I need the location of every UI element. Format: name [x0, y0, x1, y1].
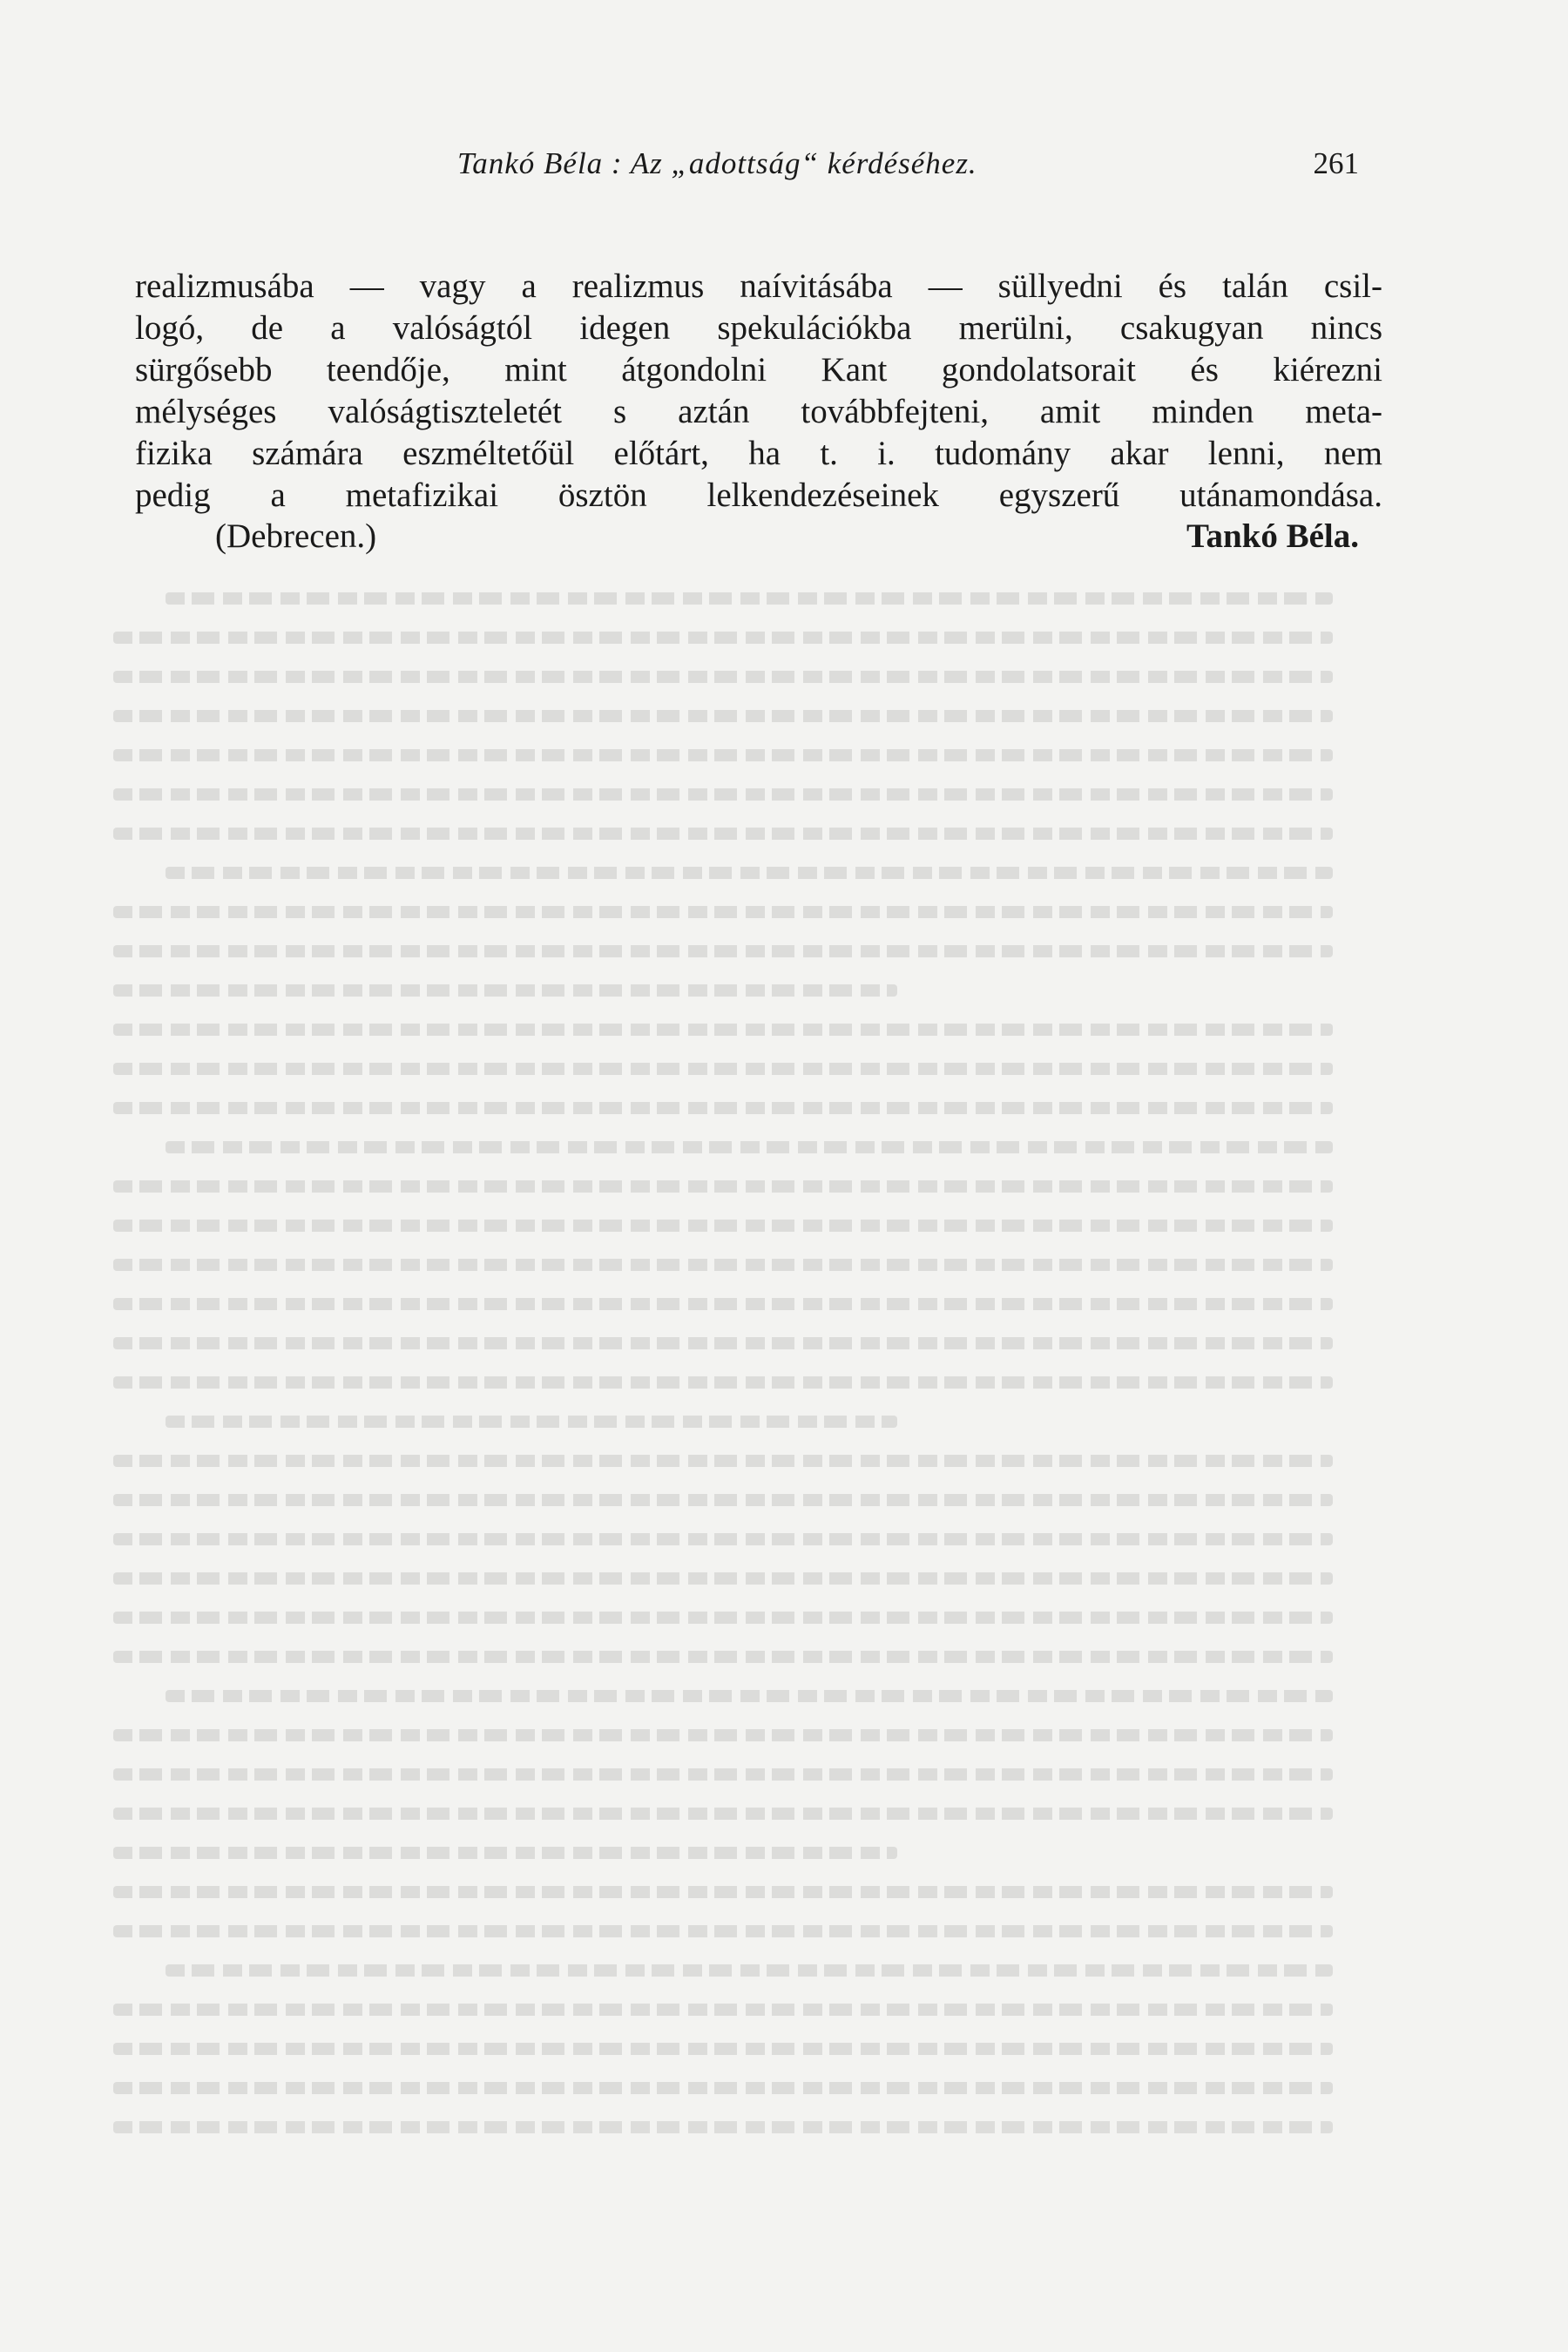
page-number: 261 [1313, 146, 1359, 180]
show-through-line [113, 1298, 1333, 1310]
show-through-line [113, 1729, 1333, 1741]
show-through-line [113, 1572, 1333, 1585]
show-through-line [113, 671, 1333, 683]
body-paragraph [135, 266, 1382, 517]
show-through-line [113, 1808, 1333, 1820]
show-through-line [113, 1102, 1333, 1114]
show-through-line [113, 1886, 1333, 1898]
show-through-line [113, 710, 1333, 722]
show-through-line [113, 788, 1333, 801]
show-through-line [166, 1690, 1333, 1702]
show-through-line [113, 749, 1333, 761]
text-line: sürgősebb teendője, mint átgondolni Kant gondolatsorait és kiérezni [135, 351, 1382, 389]
running-head [135, 146, 1359, 190]
show-through-line [113, 1612, 1333, 1624]
show-through-line [166, 1964, 1333, 1977]
text-line: fizika számára eszméltetőül előtárt, ha t. i. tudomány akar lenni, nem [135, 435, 1382, 472]
show-through-line [113, 1259, 1333, 1271]
show-through-line [113, 1455, 1333, 1467]
show-through-line [113, 984, 897, 997]
show-through-line [113, 945, 1333, 957]
running-title: Tankó Béla : Az „adottság“ kérdéséhez. [457, 146, 977, 180]
show-through-line [166, 1141, 1333, 1153]
text-line: logó, de a valóságtól idegen spekulációkba merülni, csakugyan nincs [135, 309, 1382, 347]
text-line: mélységes valóságtiszteletét s aztán továbbfejteni, amit minden meta- [135, 393, 1382, 430]
show-through-line [113, 1180, 1333, 1193]
show-through-line [113, 632, 1333, 644]
show-through-line [113, 1925, 1333, 1937]
show-through-line [113, 2043, 1333, 2055]
show-through-line [113, 1220, 1333, 1232]
text-line: realizmusába — vagy a realizmus naívitásába — süllyedni és talán csil- [135, 267, 1382, 305]
show-through-line [113, 1533, 1333, 1545]
show-through-line [113, 1024, 1333, 1036]
signature-row [135, 517, 1359, 560]
show-through-line [113, 1651, 1333, 1663]
show-through-line [113, 1337, 1333, 1349]
show-through-line [113, 906, 1333, 918]
show-through-line [113, 828, 1333, 840]
show-through-line [113, 1768, 1333, 1781]
place-label: (Debrecen.) [215, 517, 377, 555]
show-through-line [166, 1416, 897, 1428]
show-through-line [113, 1063, 1333, 1075]
show-through-line [166, 867, 1333, 879]
show-through-line [113, 1847, 897, 1859]
author-name: Tankó Béla. [1186, 517, 1359, 555]
reverse-side-show-through [113, 592, 1394, 2204]
show-through-line [113, 1494, 1333, 1506]
show-through-line [113, 2004, 1333, 2016]
text-line: pedig a metafizikai ösztön lelkendezéseinek egyszerű utánamondása. [135, 476, 1382, 514]
show-through-line [113, 2082, 1333, 2094]
show-through-line [166, 592, 1333, 605]
show-through-line [113, 2121, 1333, 2133]
show-through-line [113, 1376, 1333, 1389]
